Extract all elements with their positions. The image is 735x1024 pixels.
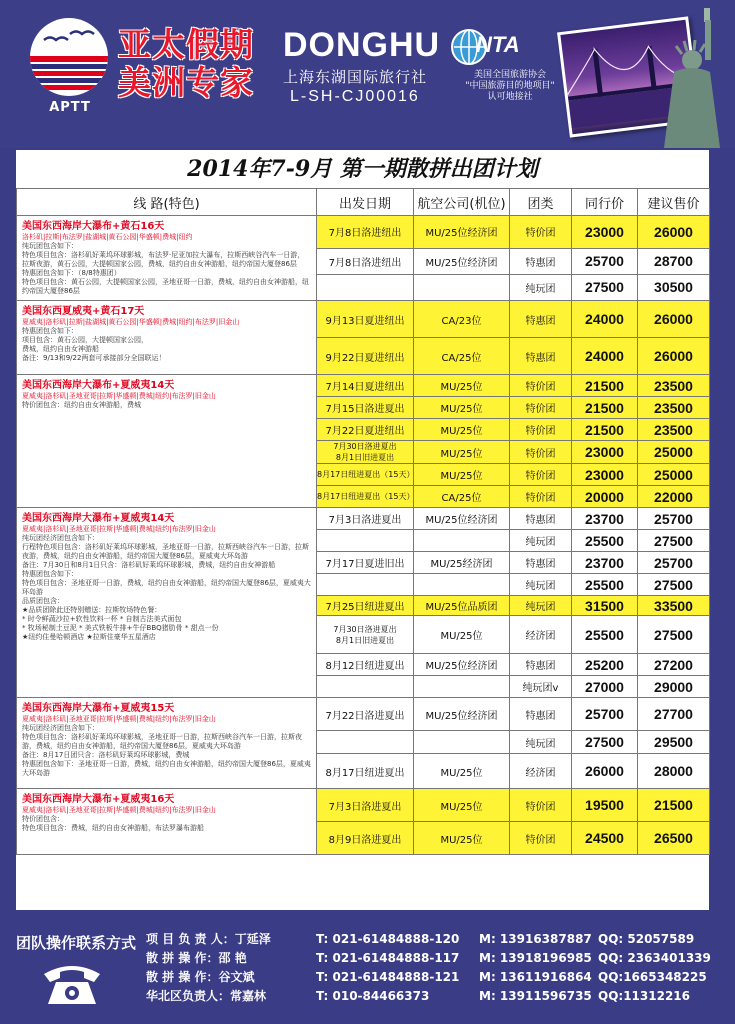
tour-type-cell: 特价团 — [510, 789, 572, 822]
header — [0, 0, 735, 148]
tour-type-cell: 经济团 — [510, 754, 572, 789]
departure-date-cell: 7月22日洛进夏出 — [317, 698, 414, 731]
route-desc-line: 特色项目包含：洛杉矶好莱坞环球影城，圣地亚哥一日游，拉斯西峡谷汽车一日游，拉斯夜游，费城，纽约自由女神游船，纽约帝国大厦登86层，夏威夷大环岛游 — [22, 733, 302, 750]
route-desc-line: 特价团包含： — [22, 815, 64, 823]
table-row — [17, 301, 710, 338]
trade-price-cell: 19500 — [572, 789, 638, 822]
route-desc-line: 纯玩团经济团包含如下： — [22, 724, 99, 732]
route-desc-line: 品质团包含： — [22, 597, 64, 605]
airline-cell — [414, 731, 510, 754]
col-header-date: 出发日期 — [317, 189, 414, 216]
airline-cell: CA/25位 — [414, 338, 510, 375]
departure-date-cell: 7月8日洛进纽出 — [317, 248, 414, 274]
tour-type-cell: 纯玩团 — [510, 574, 572, 596]
tour-schedule-table — [16, 188, 710, 855]
route-cities: 夏威夷|洛杉矶|圣地亚哥|拉斯|华盛顿|费城|纽约|布法罗|旧金山 — [22, 525, 216, 533]
airline-cell: MU/25位 — [414, 754, 510, 789]
tour-type-cell: 特价团 — [510, 464, 572, 486]
schedule-sheet — [16, 150, 709, 910]
route-desc-line: 纯玩团包含如下： — [22, 242, 78, 250]
departure-date-cell — [317, 574, 414, 596]
route-cities: 洛杉矶|拉斯|布法罗|盐湖城|黄石公园|华盛顿|费城|纽约 — [22, 233, 193, 241]
retail-price-cell: 22000 — [638, 486, 710, 508]
contact-qq: QQ: 2363401339 — [598, 951, 711, 965]
trade-price-cell: 27500 — [572, 731, 638, 754]
tour-type-cell: 特价团 — [510, 419, 572, 441]
contact-qq: QQ:1665348225 — [598, 970, 707, 984]
retail-price-cell: 27700 — [638, 698, 710, 731]
contact-role: 散 拼 操 作：谷文斌 — [146, 970, 255, 984]
route-desc-line: 费城，纽约自由女神游船 — [22, 345, 99, 353]
contact-qq: QQ: 52057589 — [598, 932, 695, 946]
retail-price-cell: 27500 — [638, 530, 710, 552]
departure-date-cell: 8月12日纽进夏出 — [317, 654, 414, 676]
trade-price-cell: 25700 — [572, 248, 638, 274]
airline-cell: MU/25位 — [414, 397, 510, 419]
retail-price-cell: 29500 — [638, 731, 710, 754]
tour-type-cell: 特惠团 — [510, 508, 572, 530]
airline-cell: MU/25位品质团 — [414, 596, 510, 616]
table-row — [17, 375, 710, 397]
airline-cell: MU/25位经济团 — [414, 248, 510, 274]
retail-price-cell: 29000 — [638, 676, 710, 698]
departure-date-cell: 8月17日纽进夏出 — [317, 754, 414, 789]
tour-type-cell: 特惠团 — [510, 654, 572, 676]
tour-type-cell: 特惠团 — [510, 338, 572, 375]
tour-type-cell: 纯玩团 — [510, 596, 572, 616]
retail-price-cell: 27500 — [638, 574, 710, 596]
tour-type-cell: 特价团 — [510, 441, 572, 464]
route-desc-line: * 时令鲜蔬沙拉+软性饮料一杯 * 自制古法美式面包 — [22, 615, 182, 623]
retail-price-cell: 23500 — [638, 375, 710, 397]
route-desc-line: 项目包含：黄石公园，大提顿国家公园， — [22, 336, 148, 344]
trade-price-cell: 26000 — [572, 754, 638, 789]
airline-cell: MU/25位 — [414, 616, 510, 654]
tour-type-cell: 纯玩团 — [510, 274, 572, 300]
retail-price-cell: 25700 — [638, 552, 710, 574]
contact-title: 团队操作联系方式 — [16, 934, 137, 952]
tour-type-cell: 经济团 — [510, 616, 572, 654]
contact-role: 项 目 负 责 人：丁延泽 — [146, 932, 271, 946]
route-desc-line: 特惠团包含如下： — [22, 327, 78, 335]
nta-line-3: 认可地接社 — [487, 92, 533, 102]
retail-price-cell: 26000 — [638, 216, 710, 249]
retail-price-cell: 27200 — [638, 654, 710, 676]
airline-cell: MU/25经济团 — [414, 552, 510, 574]
retail-price-cell: 25700 — [638, 508, 710, 530]
airline-cell — [414, 274, 510, 300]
route-cell — [17, 375, 317, 508]
license-number: L-SH-CJ00016 — [290, 88, 420, 105]
contact-row — [146, 987, 726, 1006]
route-cell — [17, 508, 317, 698]
retail-price-cell: 28700 — [638, 248, 710, 274]
trade-price-cell: 25500 — [572, 616, 638, 654]
departure-date-cell: 7月14日夏进纽出 — [317, 375, 414, 397]
airline-cell: MU/25位经济团 — [414, 216, 510, 249]
col-header-retail-price: 建议售价 — [638, 189, 710, 216]
slogan-line-2: 美洲专家 — [118, 63, 254, 102]
nta-caption — [455, 70, 565, 103]
agency-cn-name: 上海东湖国际旅行社 — [283, 68, 428, 86]
retail-price-cell: 26000 — [638, 301, 710, 338]
departure-date-cell: 7月25日纽进夏出 — [317, 596, 414, 616]
col-header-route: 线 路(特色) — [17, 189, 317, 216]
departure-date-cell: 8月17日纽进夏出（15天） — [317, 464, 414, 486]
tour-type-cell: 特惠团 — [510, 301, 572, 338]
contact-tel: T: 021-61484888-117 — [316, 951, 460, 965]
trade-price-cell: 21500 — [572, 397, 638, 419]
route-desc-line: 特价团包含：纽约自由女神游船，费城 — [22, 401, 141, 409]
retail-price-cell: 27500 — [638, 616, 710, 654]
tour-type-cell: 特价团 — [510, 375, 572, 397]
route-desc-line: ★品质团除此还特别赠送：拉斯牧场特色餐： — [22, 606, 162, 614]
retail-price-cell: 25000 — [638, 464, 710, 486]
tour-type-cell: 纯玩团 — [510, 731, 572, 754]
retail-price-cell: 23500 — [638, 397, 710, 419]
agency-name: DONGHU — [283, 26, 441, 64]
col-header-type: 团类 — [510, 189, 572, 216]
departure-date-cell: 7月30日洛进夏出 8月1日旧进夏出 — [317, 441, 414, 464]
departure-date-cell: 9月13日夏进纽出 — [317, 301, 414, 338]
airline-cell: MU/25位经济团 — [414, 654, 510, 676]
contact-tel: T: 021-61484888-121 — [316, 970, 460, 984]
route-desc-line: 特惠团包含如下：圣地亚哥一日游，费城，纽约自由女神游船，纽约帝国大厦登86层，夏威夷大环岛游 — [22, 760, 311, 777]
tour-type-cell: 特惠团 — [510, 552, 572, 574]
route-cell — [17, 789, 317, 855]
departure-date-cell: 8月17日纽进夏出（15天） — [317, 486, 414, 508]
slogan-line-1: 亚太假期 — [118, 25, 254, 64]
departure-date-cell: 9月22日夏进纽出 — [317, 338, 414, 375]
aptt-logo-icon — [30, 18, 108, 96]
trade-price-cell: 27500 — [572, 274, 638, 300]
nta-line-1: 美国全国旅游协会 — [473, 70, 546, 80]
trade-price-cell: 27000 — [572, 676, 638, 698]
airline-cell: MU/25位 — [414, 822, 510, 855]
route-desc-line: 备注：9/13和9/22两套可承接部分全国联运！ — [22, 354, 166, 362]
route-cities: 夏威夷|洛杉矶|拉斯|盐湖城|黄石公园|华盛顿|费城|纽约|布法罗|旧金山 — [22, 318, 240, 326]
trade-price-cell: 23700 — [572, 508, 638, 530]
departure-date-cell — [317, 731, 414, 754]
route-desc-line: 特惠团包含如下：（8/8特惠团） — [22, 269, 121, 277]
departure-date-cell: 7月15日洛进夏出 — [317, 397, 414, 419]
trade-price-cell: 23000 — [572, 441, 638, 464]
departure-date-cell: 7月30日洛进夏出 8月1日旧进夏出 — [317, 616, 414, 654]
retail-price-cell: 21500 — [638, 789, 710, 822]
trade-price-cell: 21500 — [572, 419, 638, 441]
route-cities: 夏威夷|洛杉矶|圣地亚哥|拉斯|华盛顿|费城|纽约|布法罗|旧金山 — [22, 715, 216, 723]
departure-date-cell: 7月8日洛进纽出 — [317, 216, 414, 249]
tour-type-cell: 纯玩团v — [510, 676, 572, 698]
table-row — [17, 698, 710, 731]
col-header-trade-price: 同行价 — [572, 189, 638, 216]
route-desc-line: 特色项目包含：费城，纽约自由女神游船，布法罗瀑布游船 — [22, 824, 204, 832]
page-title: 2014年7-9月 第一期散拼出团计划 — [187, 156, 538, 182]
slogan — [118, 26, 254, 102]
departure-date-cell: 7月3日洛进夏出 — [317, 789, 414, 822]
airline-cell — [414, 676, 510, 698]
airline-cell — [414, 574, 510, 596]
airline-cell: MU/25位 — [414, 375, 510, 397]
contact-role: 华北区负责人：常嘉林 — [146, 989, 267, 1003]
route-desc-line: 纯玩团经济团包含如下： — [22, 534, 99, 542]
departure-date-cell: 8月9日洛进夏出 — [317, 822, 414, 855]
route-desc-line: 特惠团包含如下： — [22, 570, 78, 578]
retail-price-cell: 33500 — [638, 596, 710, 616]
route-title: 美国东西海岸大瀑布+夏威夷14天 — [22, 513, 175, 524]
contact-row — [146, 930, 726, 949]
airline-cell: CA/25位 — [414, 486, 510, 508]
nta-line-2: "中国旅游目的地项目" — [465, 81, 555, 91]
trade-price-cell: 25700 — [572, 698, 638, 731]
table-header-row — [17, 189, 710, 216]
departure-date-cell — [317, 530, 414, 552]
retail-price-cell: 30500 — [638, 274, 710, 300]
route-cities: 夏威夷|洛杉矶|圣地亚哥|拉斯|华盛顿|费城|纽约|布法罗|旧金山 — [22, 806, 216, 814]
trade-price-cell: 25200 — [572, 654, 638, 676]
route-title: 美国东西海岸大瀑布+夏威夷14天 — [22, 380, 175, 391]
airline-cell: MU/25位经济团 — [414, 698, 510, 731]
contact-tel: T: 010-84466373 — [316, 989, 430, 1003]
contact-mobile: M: 13911596735 — [479, 989, 592, 1003]
route-cell — [17, 698, 317, 789]
trade-price-cell: 23000 — [572, 216, 638, 249]
route-desc-line: 行程特色项目包含：洛杉矶好莱坞环球影城，圣地亚哥一日游，拉斯西峡谷汽车一日游，拉斯夜游，费城，纽约自由女神游船，纽约帝国大厦登86层，夏威夷大环岛游 — [22, 543, 309, 560]
route-title: 美国东西海岸大瀑布+夏威夷15天 — [22, 703, 175, 714]
airline-cell: MU/25位经济团 — [414, 508, 510, 530]
trade-price-cell: 21500 — [572, 375, 638, 397]
contact-row — [146, 949, 726, 968]
trade-price-cell: 20000 — [572, 486, 638, 508]
airline-cell: MU/25位 — [414, 464, 510, 486]
col-header-airline: 航空公司(机位) — [414, 189, 510, 216]
contact-mobile: M: 13611916864 — [479, 970, 592, 984]
retail-price-cell: 28000 — [638, 754, 710, 789]
departure-date-cell — [317, 274, 414, 300]
trade-price-cell: 31500 — [572, 596, 638, 616]
airline-cell: MU/25位 — [414, 419, 510, 441]
table-row — [17, 789, 710, 822]
route-title: 美国东西海岸大瀑布+黄石16天 — [22, 221, 165, 232]
contact-tel: T: 021-61484888-120 — [316, 932, 460, 946]
footer — [0, 912, 735, 1024]
tour-type-cell: 特惠团 — [510, 248, 572, 274]
tour-type-cell: 特价团 — [510, 822, 572, 855]
tour-type-cell: 特价团 — [510, 216, 572, 249]
route-desc-line: 备注：8月17日团只含：洛杉矶好莱坞环球影城，费城 — [22, 751, 190, 759]
contact-row — [146, 968, 726, 987]
retail-price-cell: 23500 — [638, 419, 710, 441]
route-desc-line: ★纽约住曼哈顿酒店 ★拉斯住豪华五星酒店 — [22, 633, 156, 641]
table-row — [17, 216, 710, 249]
contact-role: 散 拼 操 作：邵 艳 — [146, 951, 247, 965]
route-desc-line: 特色项目包含：圣地亚哥一日游，费城，纽约自由女神游船，纽约帝国大厦登86层，夏威夷大环岛游 — [22, 579, 311, 596]
trade-price-cell: 23000 — [572, 464, 638, 486]
trade-price-cell: 24500 — [572, 822, 638, 855]
route-title: 美国东西夏威夷+黄石17天 — [22, 306, 145, 317]
telephone-icon — [40, 960, 104, 1008]
trade-price-cell: 24000 — [572, 338, 638, 375]
route-cell — [17, 216, 317, 301]
retail-price-cell: 26000 — [638, 338, 710, 375]
tour-type-cell: 特价团 — [510, 486, 572, 508]
contact-mobile: M: 13916387887 — [479, 932, 592, 946]
departure-date-cell: 7月17日夏进旧出 — [317, 552, 414, 574]
route-desc-line: 特色项目包含：黄石公园，大提顿国家公园，圣地亚哥一日游，费城，纽约自由女神游船，纽约帝国大厦登86层 — [22, 278, 309, 295]
trade-price-cell: 25500 — [572, 574, 638, 596]
contact-list — [146, 930, 726, 1006]
departure-date-cell — [317, 676, 414, 698]
route-desc-line: 特色项目包含：洛杉矶好莱坞环球影城，布法罗·尼亚加拉大瀑布，拉斯西峡谷汽车一日游，拉斯夜游，黄石公园，大提顿国家公园，费城，纽约自由女神游船，纽约帝国大厦登86层 — [22, 251, 305, 268]
departure-date-cell: 7月3日洛进夏出 — [317, 508, 414, 530]
statue-of-liberty-icon — [660, 8, 730, 148]
trade-price-cell: 24000 — [572, 301, 638, 338]
airline-cell: CA/23位 — [414, 301, 510, 338]
route-desc-line: 备注：7月30日和8月1日只含：洛杉矶好莱坞环球影城，费城，纽约自由女神游船 — [22, 561, 276, 569]
retail-price-cell: 25000 — [638, 441, 710, 464]
brand-name: APTT — [49, 100, 91, 115]
tour-type-cell: 特惠团 — [510, 698, 572, 731]
table-row — [17, 508, 710, 530]
route-desc-line: * 牧场秘制土豆泥 * 美式铁板牛排+牛仔BBQ猪肋骨 * 甜点一份 — [22, 624, 219, 632]
route-cell — [17, 301, 317, 375]
airline-cell: MU/25位 — [414, 441, 510, 464]
tour-type-cell: 特价团 — [510, 397, 572, 419]
tour-type-cell: 纯玩团 — [510, 530, 572, 552]
airline-cell — [414, 530, 510, 552]
route-title: 美国东西海岸大瀑布+夏威夷16天 — [22, 794, 175, 805]
trade-price-cell: 23700 — [572, 552, 638, 574]
route-cities: 夏威夷|洛杉矶|圣地亚哥|拉斯|华盛顿|费城|纽约|布法罗|旧金山 — [22, 392, 216, 400]
contact-qq: QQ:11312216 — [598, 989, 690, 1003]
nta-name: NTA — [476, 32, 520, 57]
departure-date-cell: 7月22日夏进纽出 — [317, 419, 414, 441]
contact-mobile: M: 13918196985 — [479, 951, 592, 965]
trade-price-cell: 25500 — [572, 530, 638, 552]
airline-cell: MU/25位 — [414, 789, 510, 822]
retail-price-cell: 26500 — [638, 822, 710, 855]
